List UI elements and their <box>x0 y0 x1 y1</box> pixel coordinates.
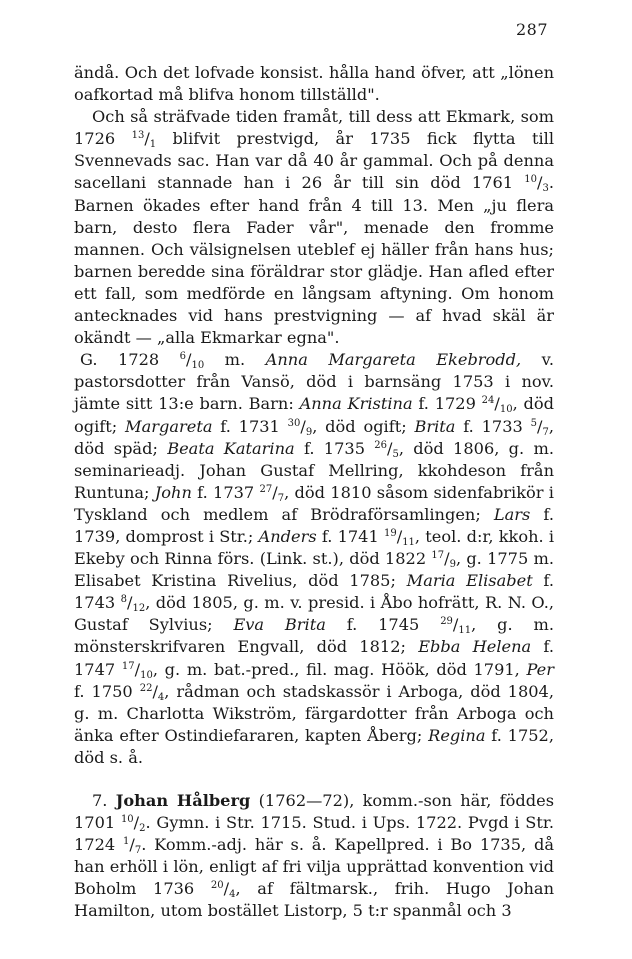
date-denominator: 4 <box>229 889 236 901</box>
text-run: , g. m. mönsterskrifvaren Engvall, död 1812; <box>74 615 554 657</box>
person-name: Per <box>526 659 554 679</box>
date-denominator: 9 <box>305 426 313 438</box>
page-number: 287 <box>515 20 548 39</box>
text-run: f. 1729 <box>412 394 482 414</box>
date-numerator: 1 <box>123 836 130 848</box>
text-run: . Gymn. i Str. 1715. Stud. i Ups. 1722. Pvgd i Str. 1724 <box>74 813 555 855</box>
text-run: f. 1752, död s. å. <box>74 725 554 767</box>
date-denominator: 10 <box>191 360 205 372</box>
date-denominator: 10 <box>499 404 513 416</box>
text-run: G. 1728 <box>80 350 180 370</box>
entry-number: 7. <box>92 791 116 810</box>
text-run: f. 1741 <box>316 526 384 546</box>
person-name: Ebba Helena <box>418 637 532 657</box>
date-denominator: 7 <box>134 845 142 857</box>
text-run: f. 1750 <box>74 681 140 701</box>
entry-name: Johan Hålberg <box>115 791 251 810</box>
date-numerator: 10 <box>524 174 537 186</box>
text-run: , g. 1775 m. Elisabet Kristina Rivelius, död 1785; <box>74 549 554 591</box>
date-numerator: 5 <box>530 417 537 429</box>
text-run: , död 1810 såsom sidenfabrikör i Tyskland och medlem af Brödraförsamlingen; <box>74 482 554 524</box>
text-run: , död ogift; <box>74 394 554 436</box>
text-run: f. 1737 <box>191 482 260 502</box>
text-run: m. <box>204 350 266 370</box>
date-numerator: 29 <box>440 616 453 628</box>
date-denominator: 5 <box>392 448 399 460</box>
paragraph-entry-7: 7. Johan Hålberg (1762—72), komm.-son här, föddes 1701 $^{10}/_2$. Gymn. i Str. 1715. Stud. i Ups. 1722. Pvgd i Str. 1724 $^1/_7$. Komm.-adj. här s. å. Kapellpred. i Bo 1735, då han erhöll i lön, enligt af fri vilja upprättad konvention vid Boholm 1736 $^{20}/_4$, af fältmarsk., frih. Hugo Johan Hamilton, utom bostället Listorp, 5 t:r spanmål och 3 <box>74 791 555 921</box>
date-denominator: 7 <box>277 492 285 504</box>
person-name: John <box>154 482 192 502</box>
date-numerator: 24 <box>481 395 495 407</box>
text-run: f. 1733 <box>455 416 531 436</box>
text-run: , död späd; <box>74 416 554 458</box>
text-run: , död 1806, g. m. seminarieadj. Johan Gustaf Mellring, kkohdeson från Runtuna; <box>74 438 554 502</box>
text-run: , g. m. bat.-pred., fil. mag. Höök, död 1791, <box>152 659 527 679</box>
person-name: Anna Margareta Ekebrodd, <box>265 350 522 370</box>
person-name: Anders <box>258 526 317 546</box>
date-numerator: 6 <box>179 351 187 363</box>
date-denominator: 9 <box>449 559 456 571</box>
date-denominator: 10 <box>140 669 153 681</box>
text-run: f. 1739, domprost i Str.; <box>74 504 554 546</box>
person-name: Maria Elisabet <box>406 571 533 591</box>
text-run: , rådman och stadskassör i Arboga, död 1804, g. m. Charlotta Wikström, färgardotter från Arboga och änka efter Ostindiefararen, kapten Åberg; <box>74 681 555 745</box>
text-run: Och så sträfvade tiden framåt, till dess att Ekmark, som 1726 <box>74 107 554 149</box>
text-run: , teol. d:r, kkoh. i Ekeby och Rinna förs. (Link. st.), död 1822 <box>74 526 554 569</box>
date-denominator: 11 <box>402 536 415 548</box>
paragraph-family: G. 1728 $^6/_{10}$ m. Anna Margareta Ekebrodd, v. pastorsdotter från Vansö, död i barnsäng 1753 i nov. jämte sitt 13:e barn. Barn: Anna Kristina f. 1729 $^{24}/_{10}$, död ogift; Margareta f. 1731 $^{30}/_9$, död ogift; Brita f. 1733 $^5/_7$, död späd; Beata Katarina f. 1735 $^{26}/_5$, död 1806, g. m. seminarieadj. Johan Gustaf Mellring, kkohdeson från Runtuna; John f. 1737 $^{27}/_7$, död 1810 såsom sidenfabrikör i Tyskland och medlem af Brödraförsamlingen; Lars f. 1739, domprost i Str.; Anders f. 1741 $^{19}/_{11}$, teol. d:r, kkoh. i Ekeby och Rinna förs. (Link. st.), död 1822 $^{17}/_9$, g. 1775 m. Elisabet Kristina Rivelius, död 1785; Maria Elisabet f. 1743 $^8/_{12}$, död 1805, g. m. v. presid. i Åbo hofrätt, R. N. O., Gustaf Sylvius; Eva Brita f. 1745 $^{29}/_{11}$, g. m. mönsterskrifvaren Engvall, död 1812; Ebba Helena f. 1747 $^{17}/_{10}$, g. m. bat.-pred., fil. mag. Höök, död 1791, Per f. 1750 $^{22}/_4$, rådman och stadskassör i Arboga, död 1804, g. m. Charlotta Wikström, färgardotter från Arboga och änka efter Ostindiefararen, kapten Åberg; Regina f. 1752, död s. å. <box>74 350 555 767</box>
date-denominator: 4 <box>157 691 165 703</box>
text-run: f. 1747 <box>74 637 554 679</box>
text-run: f. 1735 <box>294 438 375 458</box>
text-run: , död 1805, g. m. v. presid. i Åbo hofrätt, R. N. O., Gustaf Sylvius; <box>74 593 554 635</box>
text-run: f. 1743 <box>74 571 554 613</box>
text-column <box>74 62 554 923</box>
date-denominator: 3 <box>542 183 549 195</box>
date-numerator: 30 <box>287 417 301 429</box>
date-denominator: 12 <box>132 603 146 615</box>
person-name: Brita <box>414 416 456 436</box>
text-run: f. 1745 <box>325 615 441 635</box>
paragraph-ekmark-life: Och så sträfvade tiden framåt, till dess att Ekmark, som 1726 $^{13}/_1$ blifvit prestvigd, år 1735 fick flytta till Svennevads sac. Han var då 40 år gammal. Och på denna sacellani stannade han i 26 år till sin död 1761 $^{10}/_3$. Barnen ökades efter hand från 4 till 13. Men „ju flera barn, desto flera Fader vår", menade den fromme mannen. Och välsignelsen uteblef ej häller från hans hus; barnen beredde sina föräldrar stor glädje. Han afled efter ett fall, som medförde en långsam aftyning. Om honom antecknades vid hans prestvigning — af hvad skäl är okändt — „alla Ekmarkar egna". <box>74 107 555 348</box>
date-numerator: 26 <box>374 439 388 451</box>
text-run: . Komm.-adj. här s. å. Kapellpred. i Bo 1735, då han erhöll i lön, enligt af fri vilja upprättad konvention vid Boholm 1736 <box>74 835 554 899</box>
person-name: Anna Kristina <box>299 394 413 414</box>
person-name: Lars <box>493 504 531 524</box>
date-denominator: 7 <box>542 426 549 438</box>
section-gap <box>74 769 554 790</box>
text-run: ändå. Och det lofvade konsist. hålla hand öfver, att „lönen oafkortad må blifva honom tillställd". <box>74 63 554 105</box>
date-numerator: 19 <box>383 527 397 539</box>
person-name: Regina <box>428 725 486 745</box>
person-name: Margareta <box>125 416 213 436</box>
text-run: , af fältmarsk., frih. Hugo Johan Hamilton, utom bostället Listorp, 5 t:r spanmål och 3 <box>74 879 555 921</box>
text-run: v. pastorsdotter från Vansö, död i barnsäng 1753 i nov. jämte sitt 13:e barn. Barn: <box>74 350 554 414</box>
date-numerator: 22 <box>139 682 153 694</box>
date-denominator: 2 <box>139 823 146 835</box>
paragraph-continuation <box>74 62 554 106</box>
text-run: . Barnen ökades efter hand från 4 till 13. Men „ju flera barn, desto flera Fader vår", menade den fromme mannen. Och välsignelsen uteblef ej häller från hans hus; barnen beredde sina föräldrar stor glädje. Han afled efter ett fall, som medförde en långsam aftyning. Om honom antecknades vid hans prestvigning — af hvad skäl är okändt — „alla Ekmarkar egna". <box>74 173 554 348</box>
text-run: , död ogift; <box>312 416 415 436</box>
date-numerator: 17 <box>121 660 135 672</box>
date-numerator: 10 <box>120 814 134 826</box>
date-numerator: 20 <box>210 880 224 892</box>
date-numerator: 17 <box>431 550 445 562</box>
person-name: Beata Katarina <box>167 438 295 458</box>
date-denominator: 1 <box>149 139 157 151</box>
date-denominator: 11 <box>458 625 472 637</box>
date-numerator: 8 <box>120 594 127 606</box>
person-name: Eva Brita <box>233 615 326 635</box>
text-run: f. 1731 <box>212 416 288 436</box>
date-numerator: 13 <box>131 130 145 142</box>
date-numerator: 27 <box>259 483 273 495</box>
text-run: blifvit prestvigd, år 1735 fick flytta till Svennevads sac. Han var då 40 år gammal. Och på denna sacellani stannade han i 26 år till sin död 1761 <box>74 129 555 193</box>
text-run: (1762—72), komm.-son här, föddes 1701 <box>74 791 555 833</box>
